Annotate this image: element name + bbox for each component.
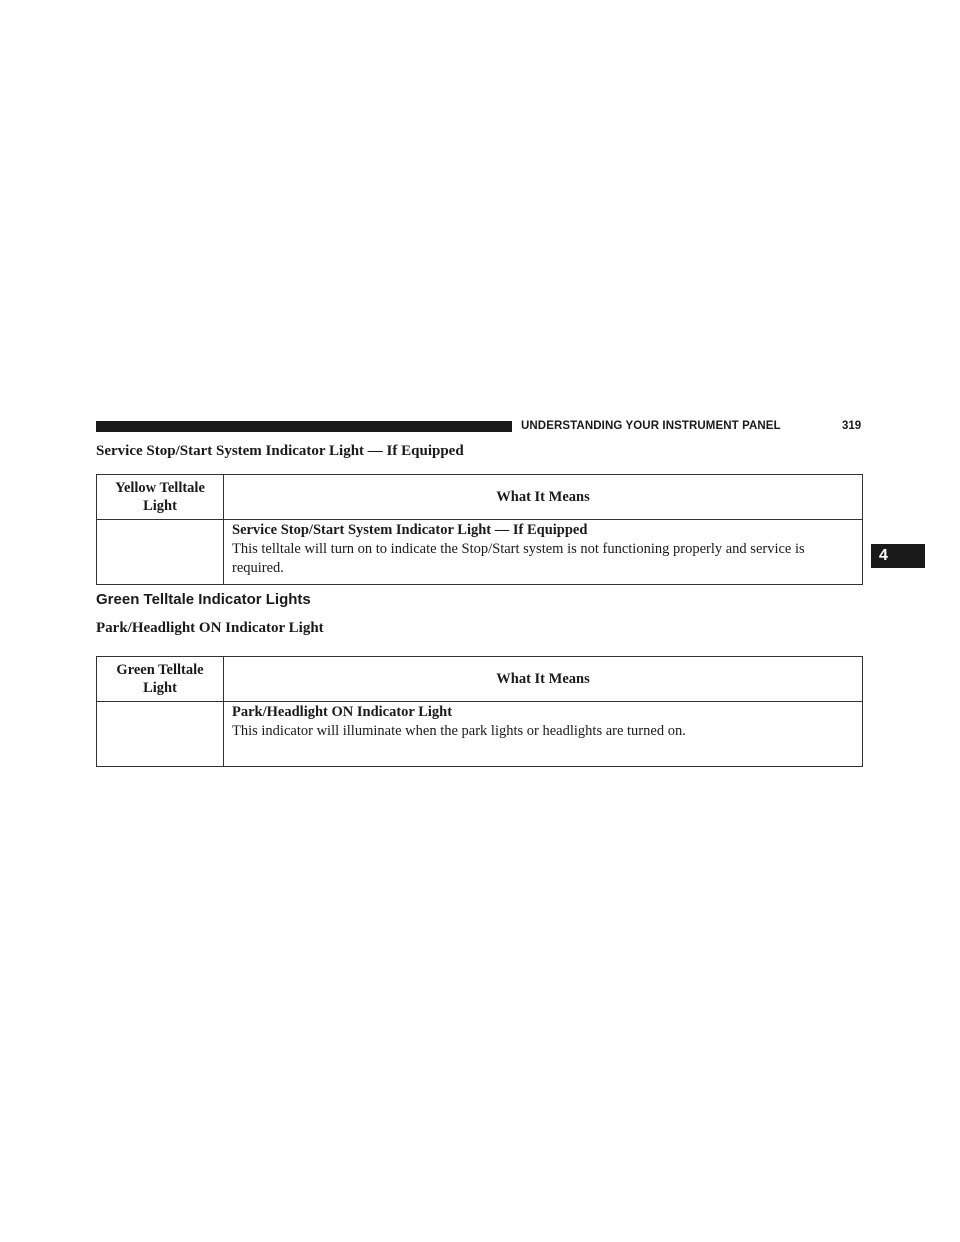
table-row: [97, 520, 863, 585]
column-header-light: [97, 657, 224, 702]
column-header-light: [97, 475, 224, 520]
column-header-meaning: What It Means: [224, 657, 863, 702]
meaning-cell: [224, 520, 863, 585]
column-header-light-label: Green Telltale Light: [116, 662, 204, 696]
header-rule: [96, 421, 512, 432]
row-description: This indicator will illuminate when the park lights or headlights are turned on.: [232, 723, 686, 739]
telltale-icon-cell: [97, 520, 224, 585]
column-header-light-label: Yellow Telltale Light: [115, 480, 205, 514]
park-headlight-table: [96, 656, 863, 767]
green-telltale-heading: Green Telltale Indicator Lights: [96, 591, 311, 608]
row-description: This telltale will turn on to indicate the Stop/Start system is not functioning properly and service is required.: [232, 541, 805, 576]
table-row: [97, 702, 863, 767]
page-number: 319: [842, 420, 862, 432]
chapter-tab: 4: [871, 544, 925, 568]
service-stop-start-table: [96, 474, 863, 585]
row-title: Park/Headlight ON Indicator Light: [232, 704, 453, 720]
table-header-row: [97, 475, 863, 520]
running-header: UNDERSTANDING YOUR INSTRUMENT PANEL: [521, 420, 781, 432]
row-title: Service Stop/Start System Indicator Light — If Equipped: [232, 522, 588, 538]
meaning-cell: [224, 702, 863, 767]
service-stop-start-title: Service Stop/Start System Indicator Light — If Equipped: [96, 443, 464, 459]
park-headlight-title: Park/Headlight ON Indicator Light: [96, 620, 324, 636]
table-header-row: [97, 657, 863, 702]
column-header-meaning: What It Means: [224, 475, 863, 520]
telltale-icon-cell: [97, 702, 224, 767]
